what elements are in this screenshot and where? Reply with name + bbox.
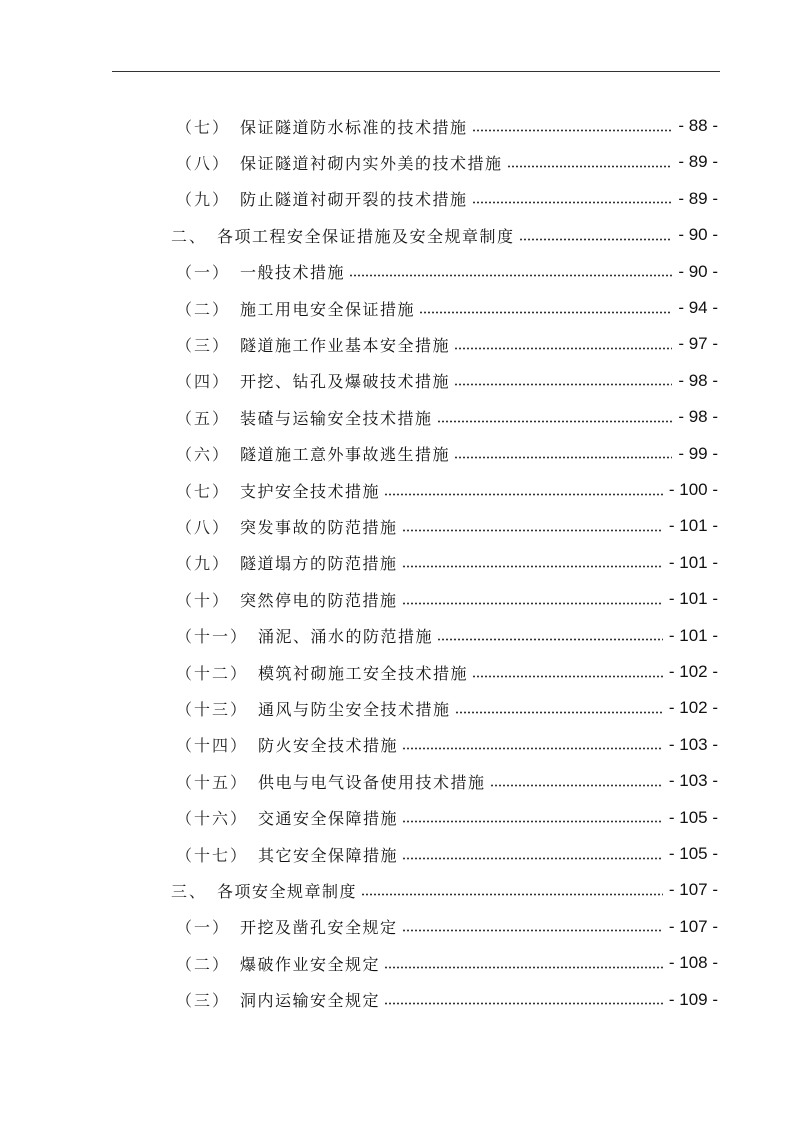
toc-entry-page: - 100 - <box>668 480 718 499</box>
toc-entry-page: - 89 - <box>678 188 718 208</box>
toc-entry-label: 施工用电安全保证措施 <box>240 299 416 319</box>
toc-entry-number: （三） <box>176 991 231 1011</box>
toc-entry-label: 支护安全技术措施 <box>240 481 381 501</box>
toc-entry[interactable] <box>176 399 718 435</box>
toc-entry-page: - 107 - <box>668 880 718 900</box>
toc-entry[interactable] <box>176 472 718 508</box>
toc-entry-label: 防止隧道衬砌开裂的技术措施 <box>240 190 468 210</box>
toc-entry-label: 隧道施工意外事故逃生措施 <box>240 445 451 465</box>
toc-entry-number: （七） <box>176 481 231 501</box>
toc-entry-page: - 102 - <box>668 662 718 681</box>
toc-entry[interactable] <box>176 654 718 690</box>
toc-entry-page: - 90 - <box>678 225 718 245</box>
toc-entry-number: （十一） <box>176 627 249 647</box>
toc-entry-page: - 88 - <box>678 116 718 135</box>
toc-entry-label: 一般技术措施 <box>240 263 346 283</box>
toc-entry-label: 隧道施工作业基本安全措施 <box>240 335 451 355</box>
toc-dot-leader <box>472 675 663 678</box>
toc-entry[interactable] <box>176 326 718 362</box>
toc-dot-leader <box>384 1002 663 1005</box>
toc-entry-label: 交通安全保障措施 <box>258 809 399 829</box>
toc-entry-page: - 105 - <box>668 844 718 863</box>
toc-entry-page: - 101 - <box>668 625 718 645</box>
toc-entry[interactable] <box>176 144 718 180</box>
toc-entry-page: - 90 - <box>678 261 718 281</box>
toc-entry[interactable] <box>176 254 718 290</box>
toc-entry-number: （六） <box>176 445 231 465</box>
toc-dot-leader <box>402 747 663 750</box>
toc-entry[interactable] <box>176 108 718 144</box>
toc-entry-label: 保证隧道衬砌内实外美的技术措施 <box>240 153 503 173</box>
toc-entry-page: - 101 - <box>668 516 718 536</box>
toc-entry-label: 洞内运输安全规定 <box>240 991 381 1011</box>
toc-entry-label: 供电与电气设备使用技术措施 <box>258 772 486 792</box>
toc-entry-label: 涌泥、涌水的防范措施 <box>258 627 434 647</box>
toc-entry-page: - 102 - <box>668 698 718 718</box>
toc-entry-number: （七） <box>176 117 231 137</box>
toc-entry-number: （四） <box>176 372 231 392</box>
toc-entry-number: （十五） <box>176 772 249 792</box>
toc-entry[interactable] <box>176 508 718 544</box>
toc-dot-leader <box>384 493 663 496</box>
toc-entry-page: - 99 - <box>678 443 718 463</box>
toc-entry-number: （二） <box>176 954 231 974</box>
toc-entry-label: 爆破作业安全规定 <box>240 954 381 974</box>
toc-dot-leader <box>437 420 673 423</box>
toc-entry-number: 二、 <box>171 226 208 246</box>
toc-dot-leader <box>402 565 663 568</box>
toc-entry-number: （二） <box>176 299 231 319</box>
toc-entry-page: - 89 - <box>678 152 718 172</box>
toc-entry-number: （十七） <box>176 845 249 865</box>
toc-entry-number: （八） <box>176 153 231 173</box>
toc-dot-leader <box>490 784 663 787</box>
toc-entry-label: 开挖、钻孔及爆破技术措施 <box>240 372 451 392</box>
toc-entry-number: （十） <box>176 590 231 610</box>
toc-entry-page: - 101 - <box>668 589 718 609</box>
toc-entry[interactable] <box>171 217 718 253</box>
toc-entry-number: （一） <box>176 918 231 938</box>
toc-entry-label: 突然停电的防范措施 <box>240 590 398 610</box>
toc-dot-leader <box>349 274 672 277</box>
toc-entry-label: 防火安全技术措施 <box>258 736 399 756</box>
toc-dot-leader <box>454 347 672 350</box>
toc-dot-leader <box>472 129 673 132</box>
toc-dot-leader <box>454 383 672 386</box>
toc-entry[interactable] <box>176 618 718 654</box>
toc-entry[interactable] <box>176 690 718 726</box>
toc-entry-page: - 97 - <box>678 334 718 354</box>
toc-entry-page: - 107 - <box>668 916 718 936</box>
toc-entry-label: 各项工程安全保证措施及安全规章制度 <box>217 226 515 246</box>
toc-entry-page: - 94 - <box>678 298 718 317</box>
toc-entry-label: 模筑衬砌施工安全技术措施 <box>258 663 469 683</box>
toc-entry-number: （十三） <box>176 699 249 719</box>
toc-entry[interactable] <box>176 800 718 836</box>
toc-entry[interactable] <box>176 363 718 399</box>
toc-entry[interactable] <box>171 872 718 908</box>
toc-entry[interactable] <box>176 581 718 617</box>
toc-entry-label: 装碴与运输安全技术措施 <box>240 408 433 428</box>
toc-dot-leader <box>402 602 663 605</box>
toc-dot-leader <box>472 201 673 204</box>
toc-dot-leader <box>455 711 663 714</box>
toc-entry-number: （八） <box>176 517 231 537</box>
toc-entry-number: （五） <box>176 408 231 428</box>
toc-dot-leader <box>507 165 673 168</box>
toc-entry[interactable] <box>176 945 718 981</box>
toc-dot-leader <box>402 529 663 532</box>
toc-entry-label: 隧道塌方的防范措施 <box>240 554 398 574</box>
toc-dot-leader <box>419 311 672 314</box>
toc-entry-number: （十二） <box>176 663 249 683</box>
toc-entry-page: - 103 - <box>668 771 718 791</box>
toc-entry-page: - 103 - <box>668 734 718 754</box>
toc-entry[interactable] <box>176 545 718 581</box>
toc-entry-label: 通风与防尘安全技术措施 <box>258 699 451 719</box>
toc-entry-number: （三） <box>176 335 231 355</box>
toc-entry-page: - 101 - <box>668 552 718 572</box>
toc-entry-number: （九） <box>176 190 231 210</box>
toc-entry-number: （十四） <box>176 736 249 756</box>
toc-entry-page: - 105 - <box>668 807 718 827</box>
toc-dot-leader <box>402 857 663 860</box>
toc-dot-leader <box>402 820 663 823</box>
toc-dot-leader <box>519 238 673 241</box>
toc-entry[interactable] <box>176 909 718 945</box>
toc-entry[interactable] <box>176 290 718 326</box>
toc-entry-label: 其它安全保障措施 <box>258 845 399 865</box>
toc-entry-label: 各项安全规章制度 <box>217 881 358 901</box>
header-rule <box>112 71 720 72</box>
toc-entry-page: - 98 - <box>678 407 718 427</box>
toc-dot-leader <box>361 893 663 896</box>
toc-entry[interactable] <box>176 836 718 872</box>
toc-entry[interactable] <box>176 982 718 1018</box>
toc-entry-page: - 109 - <box>668 989 718 1009</box>
toc-entry-label: 突发事故的防范措施 <box>240 517 398 537</box>
toc-entry[interactable] <box>176 763 718 799</box>
toc-dot-leader <box>454 456 672 459</box>
toc-entry-label: 保证隧道防水标准的技术措施 <box>240 117 468 137</box>
toc-entry-page: - 108 - <box>668 953 718 973</box>
toc-entry-number: （一） <box>176 263 231 283</box>
toc-entry[interactable] <box>176 436 718 472</box>
toc-entry-label: 开挖及凿孔安全规定 <box>240 918 398 938</box>
toc-entry-number: 三、 <box>171 881 208 901</box>
toc-entry-page: - 98 - <box>678 370 718 390</box>
toc-entry-number: （十六） <box>176 809 249 829</box>
toc-entry-number: （九） <box>176 554 231 574</box>
toc-dot-leader <box>384 966 663 969</box>
toc-entry[interactable] <box>176 727 718 763</box>
toc-dot-leader <box>437 638 663 641</box>
toc-entry[interactable] <box>176 181 718 217</box>
toc-dot-leader <box>402 929 663 932</box>
